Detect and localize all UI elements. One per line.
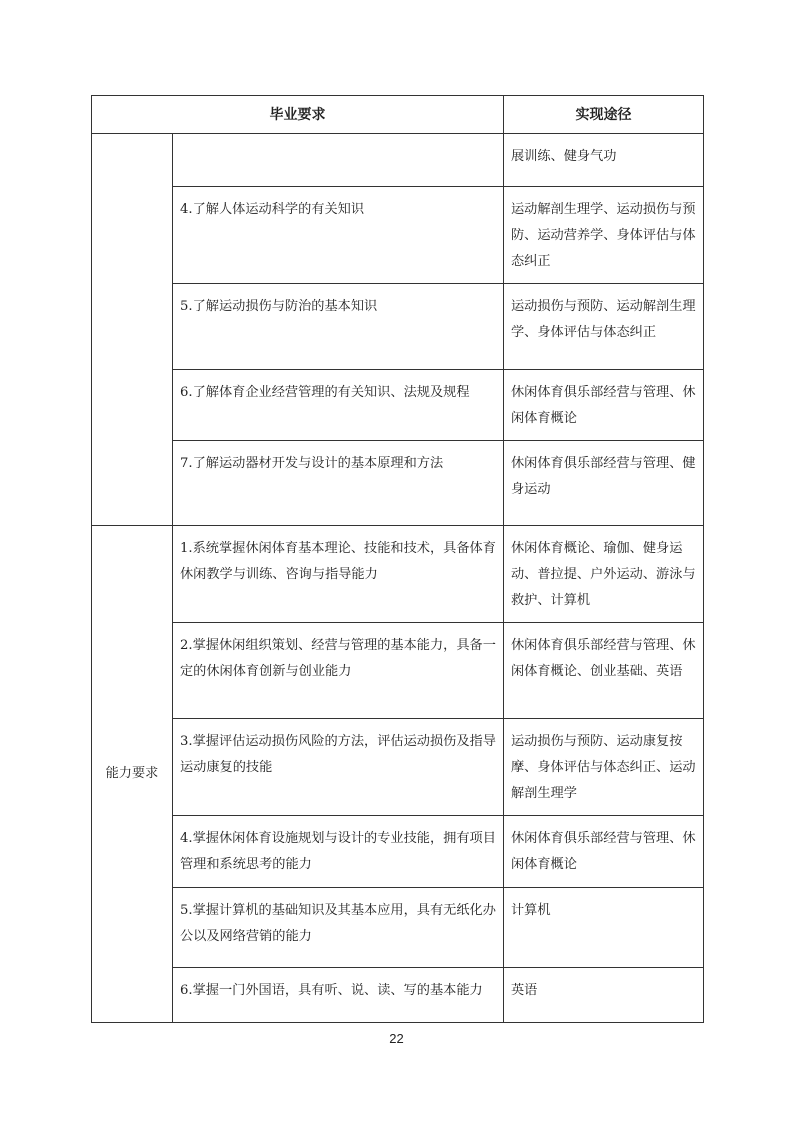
table-row xyxy=(92,719,704,816)
pathway-cell: 运动解剖生理学、运动损伤与预防、运动营养学、身体评估与体态纠正 xyxy=(504,187,704,284)
pathway-cell: 英语 xyxy=(504,968,704,1023)
table-row xyxy=(92,816,704,888)
page-number: 22 xyxy=(389,1031,404,1046)
table-row xyxy=(92,284,704,370)
table-row xyxy=(92,888,704,968)
table-row xyxy=(92,968,704,1023)
header-pathway: 实现途径 xyxy=(504,96,704,134)
requirement-cell: 2.掌握休闲组织策划、经营与管理的基本能力，具备一定的休闲体育创新与创业能力 xyxy=(173,623,504,719)
requirement-cell: 4.了解人体运动科学的有关知识 xyxy=(173,187,504,284)
category-cell-ability: 能力要求 xyxy=(92,526,173,1023)
pathway-cell: 运动损伤与预防、运动康复按摩、身体评估与体态纠正、运动解剖生理学 xyxy=(504,719,704,816)
table-row xyxy=(92,623,704,719)
pathway-cell: 休闲体育俱乐部经营与管理、健身运动 xyxy=(504,441,704,526)
requirement-cell: 3.掌握评估运动损伤风险的方法，评估运动损伤及指导运动康复的技能 xyxy=(173,719,504,816)
pathway-cell: 休闲体育俱乐部经营与管理、休闲体育概论 xyxy=(504,816,704,888)
table-row xyxy=(92,187,704,284)
table-row xyxy=(92,441,704,526)
requirement-cell: 1.系统掌握休闲体育基本理论、技能和技术，具备体育休闲教学与训练、咨询与指导能力 xyxy=(173,526,504,623)
header-requirement: 毕业要求 xyxy=(92,96,504,134)
pathway-cell: 展训练、健身气功 xyxy=(504,134,704,187)
pathway-cell: 运动损伤与预防、运动解剖生理学、身体评估与体态纠正 xyxy=(504,284,704,370)
table-row xyxy=(92,526,704,623)
requirement-cell: 6.掌握一门外国语，具有听、说、读、写的基本能力 xyxy=(173,968,504,1023)
requirement-cell: 5.了解运动损伤与防治的基本知识 xyxy=(173,284,504,370)
pathway-cell: 计算机 xyxy=(504,888,704,968)
graduation-requirements-table xyxy=(91,95,704,1023)
requirement-cell: 7.了解运动器材开发与设计的基本原理和方法 xyxy=(173,441,504,526)
category-cell-knowledge xyxy=(92,134,173,526)
requirement-cell: 5.掌握计算机的基础知识及其基本应用，具有无纸化办公以及网络营销的能力 xyxy=(173,888,504,968)
requirement-cell: 4.掌握休闲体育设施规划与设计的专业技能，拥有项目管理和系统思考的能力 xyxy=(173,816,504,888)
table-row xyxy=(92,370,704,441)
table-row xyxy=(92,134,704,187)
requirement-cell xyxy=(173,134,504,187)
table-header-row xyxy=(92,96,704,134)
pathway-cell: 休闲体育概论、瑜伽、健身运动、普拉提、户外运动、游泳与救护、计算机 xyxy=(504,526,704,623)
pathway-cell: 休闲体育俱乐部经营与管理、休闲体育概论、创业基础、英语 xyxy=(504,623,704,719)
requirement-cell: 6.了解体育企业经营管理的有关知识、法规及规程 xyxy=(173,370,504,441)
pathway-cell: 休闲体育俱乐部经营与管理、休闲体育概论 xyxy=(504,370,704,441)
